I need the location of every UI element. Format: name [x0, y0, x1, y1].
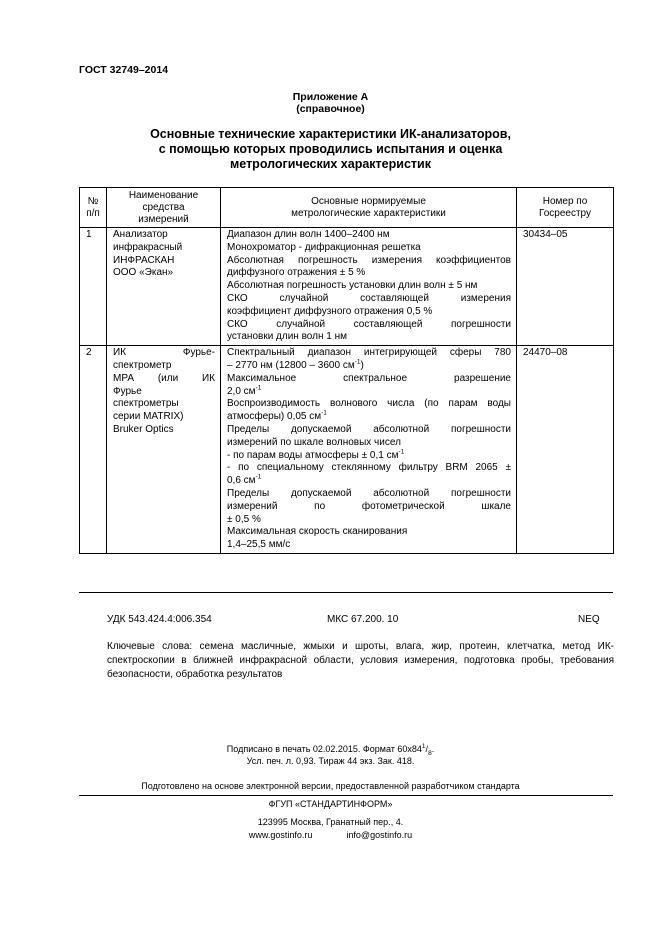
appendix-type: (справочное) [296, 103, 365, 115]
keywords-paragraph: Ключевые слова: семена масличные, жмыхи и шроты, влага, жир, протеин, клетчатка, метод ИК-спектроскопии в ближней инфракрасной области, условия измерения, подготовка пробы, требования безопасности, обработка результатов [107, 641, 614, 680]
row-number: 1 [80, 228, 107, 346]
registry-number: 24470–08 [517, 346, 614, 554]
divider [79, 592, 613, 593]
website-link[interactable]: www.gostinfo.ru [248, 830, 313, 840]
document-code: ГОСТ 32749–2014 [79, 64, 169, 76]
header-registry-number: Номер по Госреестру [517, 188, 614, 228]
table-row [80, 228, 614, 346]
appendix-heading [0, 91, 661, 115]
appendix-label: Приложение А [292, 91, 369, 103]
email-link[interactable]: info@gostinfo.ru [346, 830, 413, 840]
specifications-table [79, 187, 614, 554]
instrument-name: Анализатор инфракрасный ИНФРАСКАН ООО «Экан» [107, 228, 221, 346]
table-row [80, 346, 614, 554]
prepared-note: Подготовлено на основе электронной версии, предоставленной разработчиком стандарта [141, 781, 520, 791]
characteristics: Спектральный диапазон интегрирующей сферы 780 – 2770 нм (12800 – 3600 $см^{-1}$) Максимальное спектральное разрешение 2,0 $см^{-1}$ Воспроизводимость волнового числа (по парам воды атмосферы) 0,05 $см^{-1}$ Пределы допускаемой абсолютной погрешности измерений по шкале волновых чисел - по парам воды атмосферы ± 0,1 $см^{-1}$ - по специальному стеклянному фильтру BRM 2065 ± 0,6 $см^{-1}$ Пределы допускаемой абсолютной погрешности измерений по фотометрической шкале ± 0,5 % Максимальная скорость сканирования 1,4–25,5 мм/с [221, 346, 517, 554]
print-details: Усл. печ. л. 0,93. Тираж 44 экз. Зак. 418. [246, 756, 415, 766]
title-line: с помощью которых проводились испытания и оценка [158, 142, 503, 156]
table-header-row [80, 188, 614, 228]
signed-for-print: Подписано в печать 02.02.2015. Формат $60x84^1/_8$. [226, 743, 435, 757]
characteristics: Диапазон длин волн 1400–2400 нм Монохроматор - дифракционная решетка Абсолютная погрешность измерения коэффициентов диффузного отражения ± 5 % Абсолютная погрешность установки длин волн ± 5 нм СКО случайной составляющей измерения коэффициент диффузного отражения 0,5 % СКО случайной составляющей погрешности установки длин волн 1 нм [221, 228, 517, 346]
page-title [0, 127, 661, 172]
publisher-contacts [0, 829, 661, 841]
header-number: № п/п [80, 188, 107, 228]
publisher-address: 123995 Москва, Гранатный пер., 4. [257, 817, 404, 827]
udk-code: УДК 543.424.4:006.354 [107, 614, 212, 625]
mks-code: МКС 67.200. 10 [327, 614, 399, 625]
row-number: 2 [80, 346, 107, 554]
header-instrument-name: Наименование средства измерений [107, 188, 221, 228]
divider [79, 795, 613, 796]
header-characteristics: Основные нормируемые метрологические характеристики [221, 188, 517, 228]
title-line: метрологических характеристик [230, 157, 431, 171]
publisher-name: ФГУП «СТАНДАРТИНФОРМ» [268, 799, 393, 809]
registry-number: 30434–05 [517, 228, 614, 346]
instrument-name: ИК Фурье- спектрометр МРА (или ИК Фурье спектрометры серии MATRIX) Bruker Optics [107, 346, 221, 554]
title-line: Основные технические характеристики ИК-анализаторов, [150, 127, 511, 141]
neq-label: NEQ [578, 614, 600, 625]
